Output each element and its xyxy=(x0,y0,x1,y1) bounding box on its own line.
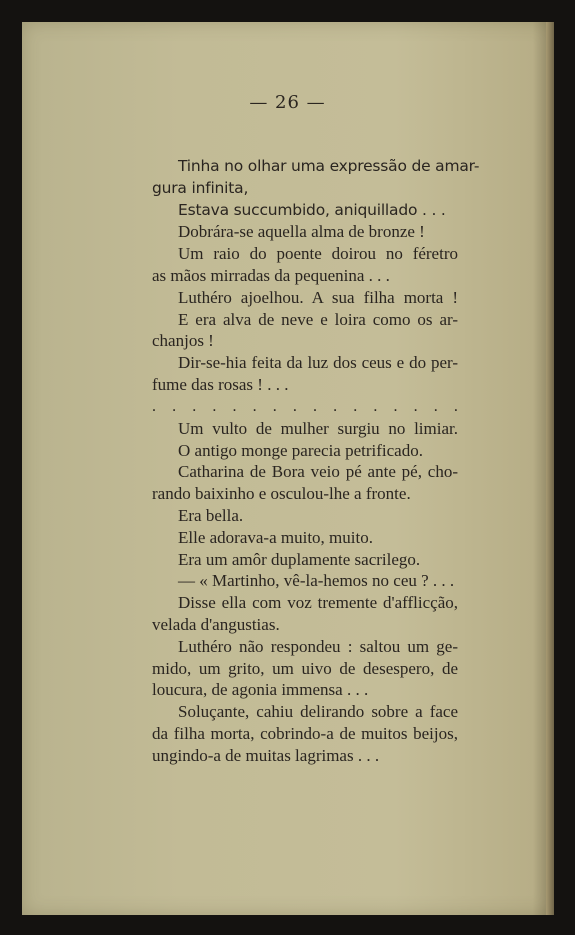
text-line: Luthéro ajoelhou. A sua filha morta ! xyxy=(178,287,458,307)
text-line: Tinha no olhar uma expressão de amar- xyxy=(178,157,480,175)
page-text xyxy=(152,156,480,767)
text-line: Um raio do poente doirou no féretro xyxy=(178,244,458,264)
text-line: O antigo monge parecia petrificado. xyxy=(178,440,423,460)
text-line: Luthéro não respondeu : saltou um ge- xyxy=(178,636,458,656)
text-line: as mãos mirradas da pequenina . . . xyxy=(152,265,390,285)
text-line: Era bella. xyxy=(178,505,244,525)
text-line: velada d'angustias. xyxy=(152,614,280,634)
text-line: gura infinita, xyxy=(152,178,249,197)
text-line: Um vulto de mulher surgiu no limiar. xyxy=(178,418,458,438)
text-line: Dir-se-hia feita da luz dos ceus e do per- xyxy=(178,353,458,373)
text-line: Disse ella com voz tremente d'afflicção, xyxy=(178,593,458,613)
text-line: E era alva de neve e loira como os ar- xyxy=(178,309,458,329)
text-line: ungindo-a de muitas lagrimas . . . xyxy=(152,745,380,765)
text-line: Era um amôr duplamente sacrilego. xyxy=(178,549,421,569)
text-line: Dobrára-se aquella alma de bronze ! xyxy=(178,222,425,242)
text-line: Estava succumbido, aniquillado . . . xyxy=(178,200,446,219)
dotted-separator: . . . . . . . . . . . . . . . . xyxy=(152,397,458,415)
text-line: mido, um grito, um uivo de desespero, de xyxy=(152,658,458,678)
text-line: da filha morta, cobrindo-a de muitos beijos, xyxy=(152,723,458,743)
text-line: loucura, de agonia immensa . . . xyxy=(152,680,369,700)
text-line: fume das rosas ! . . . xyxy=(152,374,289,394)
page-edge xyxy=(546,22,554,915)
text-line: — « Martinho, vê-la-hemos no ceu ? . . . xyxy=(178,571,455,591)
text-line: Elle adorava-a muito, muito. xyxy=(178,527,373,547)
text-line: Catharina de Bora veio pé ante pé, cho- xyxy=(178,462,458,482)
text-line: Soluçante, cahiu delirando sobre a face xyxy=(178,702,458,722)
text-line: rando baixinho e osculou-lhe a fronte. xyxy=(152,484,411,504)
text-line: chanjos ! xyxy=(152,331,214,351)
page-number: — 26 — xyxy=(249,92,326,113)
